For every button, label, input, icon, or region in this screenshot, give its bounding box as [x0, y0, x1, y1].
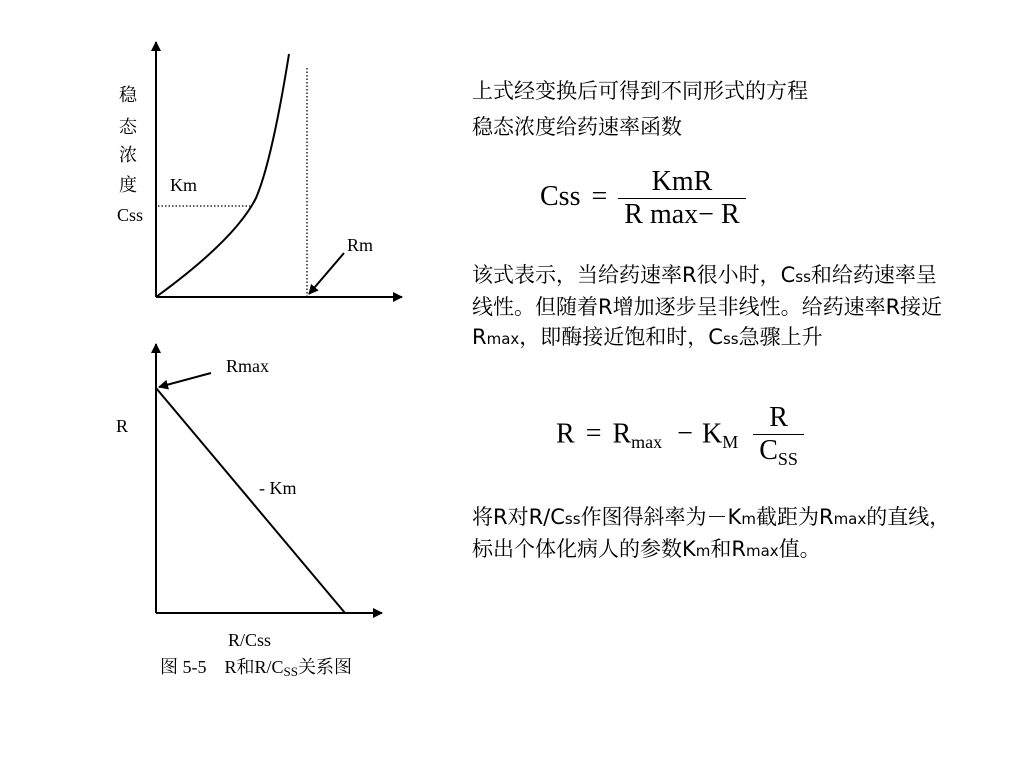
top-label-rm: Rm [347, 235, 374, 255]
rmax-arrow [159, 373, 211, 387]
eq1-lhs: Css [540, 180, 581, 212]
figure-caption [160, 657, 352, 679]
equation-r [556, 402, 804, 470]
top-ylabel-char-1: 稳 [119, 85, 137, 105]
p3-sub-d: m [695, 542, 711, 560]
top-ylabel-char-2: 态 [119, 117, 137, 137]
caption-prefix: 图 5-5 R和R/C [160, 657, 284, 677]
bottom-label-r: R [116, 416, 129, 436]
p2-sub-b: max [486, 330, 520, 348]
eq2-numerator: R [769, 402, 788, 433]
p3-text-b: 作图得斜率为－K [580, 505, 742, 529]
p3-text-a: 将R对R/C [472, 505, 565, 529]
top-ylabel-char-3: 浓 [119, 145, 137, 165]
p2-text-b: 和给药速率呈线性。但随着R增加逐步呈非线性。给药速率R接近R [472, 263, 943, 349]
eq1-fraction [618, 166, 745, 231]
eq2-den-sub: SS [777, 449, 798, 469]
eq2-r-sub: max [631, 432, 663, 453]
top-label-km: Km [170, 175, 197, 195]
eq2-den-c: C [759, 435, 778, 466]
eq1-equals: = [591, 180, 608, 212]
conclusion-paragraph [472, 502, 952, 566]
bottom-chart [116, 344, 382, 650]
p3-text-f: 值。 [778, 537, 821, 561]
equation-css [540, 166, 746, 231]
eq2-equals: = [585, 418, 602, 450]
eq2-lhs: R [556, 418, 575, 450]
p3-sub-a: ss [564, 510, 581, 528]
p3-sub-b: m [741, 510, 756, 528]
intro-line-2: 稳态浓度给药速率函数 [472, 115, 682, 139]
r-vs-r-css-line [156, 388, 345, 613]
p2-sub-c: ss [722, 330, 739, 348]
bottom-label-slope: - Km [259, 478, 297, 498]
p3-text-e: 和R [710, 537, 746, 561]
p2-text-c: ，即酶接近饱和时，C [519, 325, 723, 349]
rm-arrow [309, 253, 344, 294]
caption-sub: SS [283, 664, 298, 679]
p3-text-c: 截距为R [755, 505, 834, 529]
eq2-k-sub: M [722, 432, 739, 453]
eq2-k: K [701, 418, 723, 450]
figure-5-5 [0, 0, 460, 700]
eq2-denominator [753, 434, 804, 470]
bottom-xlabel: R/Css [228, 630, 272, 650]
eq1-denominator: R max− R [618, 198, 745, 231]
top-ylabel-css: Css [117, 205, 144, 225]
p2-text-a: 该式表示，当给药速率R很小时，C [472, 263, 796, 287]
top-chart [117, 42, 402, 297]
eq1-numerator: KmR [651, 166, 713, 197]
bottom-label-rmax: Rmax [226, 356, 269, 376]
p3-sub-c: max [833, 510, 867, 528]
p3-text-d: 的直线，标出个体化病人的参数K [472, 505, 951, 561]
top-ylabel-char-4: 度 [119, 175, 137, 195]
caption-suffix: 关系图 [297, 657, 352, 677]
eq2-fraction [753, 402, 804, 470]
eq2-r: R [612, 418, 632, 450]
eq2-minus: − [677, 418, 693, 450]
p2-sub-a: ss [795, 268, 811, 286]
p3-sub-e: max [746, 542, 779, 560]
p2-text-d: 急骤上升 [738, 325, 823, 349]
intro-line-1: 上式经变换后可得到不同形式的方程 [472, 79, 808, 103]
explanation-paragraph [472, 260, 947, 354]
